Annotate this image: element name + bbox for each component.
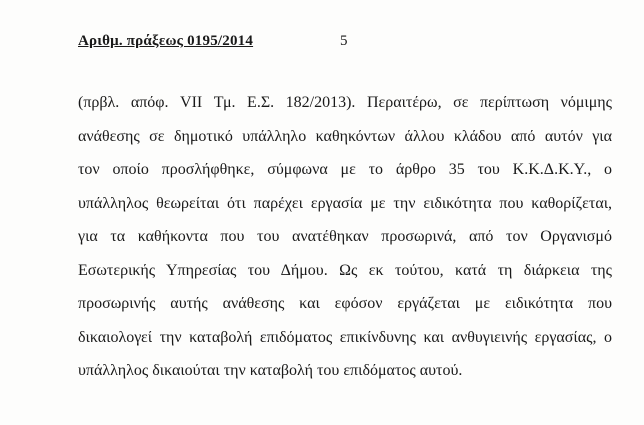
act-reference: Αριθμ. πράξεως 0195/2014 xyxy=(78,33,254,49)
text-line: δικαιολογεί την καταβολή επιδόματος επικίνδυνης και ανθυγιεινής εργασίας, ο xyxy=(78,328,612,346)
text-line: (πρβλ. απόφ. VII Τμ. Ε.Σ. 182/2013). Περαιτέρω, σε περίπτωση νόμιμης xyxy=(78,94,612,111)
text-line: τον οποίο προσλήφθηκε, σύμφωνα με το άρθρο 35 του Κ.Κ.Δ.Κ.Υ., ο xyxy=(78,161,612,178)
body-paragraph xyxy=(78,86,612,388)
page-header xyxy=(78,33,368,57)
text-line: για τα καθήκοντα που του ανατέθηκαν προσωρινά, από τον Οργανισμό xyxy=(78,228,612,245)
page-number: 5 xyxy=(340,33,348,49)
text-line: Εσωτερικής Υπηρεσίας του Δήμου. Ως εκ τούτου, κατά τη διάρκεια της xyxy=(78,261,612,279)
text-line: υπάλληλος θεωρείται ότι παρέχει εργασία με την ειδικότητα που καθορίζεται, xyxy=(78,194,612,212)
text-line: προσωρινής αυτής ανάθεσης και εφόσον εργάζεται με ειδικότητα που xyxy=(78,295,612,312)
text-line: ανάθεσης σε δημοτικό υπάλληλο καθηκόντων άλλου κλάδου από αυτόν για xyxy=(78,127,612,145)
text-line: υπάλληλος δικαιούται την καταβολή του επιδόματος αυτού. xyxy=(78,362,463,379)
